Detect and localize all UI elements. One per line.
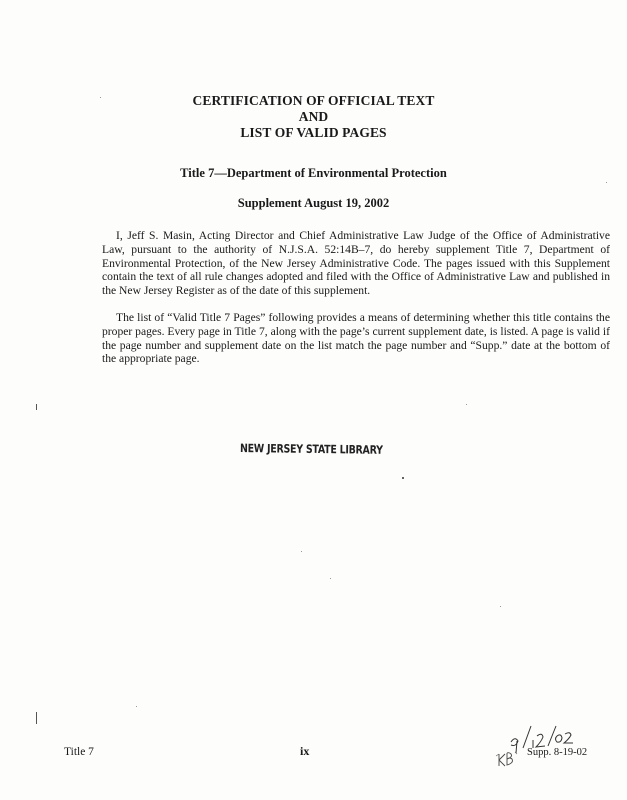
heading-line-1: CERTIFICATION OF OFFICIAL TEXT — [192, 93, 435, 108]
scan-speck — [606, 182, 607, 183]
supplement-date-heading: Supplement August 19, 2002 — [237, 196, 390, 210]
scan-speck — [100, 97, 101, 98]
certification-heading — [0, 93, 627, 141]
handwritten-date-initials — [493, 712, 583, 768]
footer-page-number: ix — [300, 744, 310, 758]
heading-line-2: AND — [298, 109, 329, 124]
scan-speck — [330, 578, 331, 579]
scan-speck — [136, 706, 137, 707]
title-heading: Title 7—Department of Environmental Protection — [180, 166, 447, 180]
scan-speck — [500, 606, 501, 607]
footer-title: Title 7 — [64, 746, 94, 758]
scan-speck — [402, 477, 404, 479]
certification-paragraph: I, Jeff S. Masin, Acting Director and Chief Administrative Law Judge of the Office of Administrative Law, pursuant to the authority of N.J.S.A. 52:14B–7, do hereby supplement Title 7, Department of Environmental Protection, of the New Jersey Administrative Code. The pages issued with this Supplement contain the text of all rule changes adopted and filed with the Office of Administrative Law and published in the New Jersey Register as of the date of this supplement. — [102, 229, 610, 298]
heading-line-3: LIST OF VALID PAGES — [240, 125, 387, 140]
library-stamp: NEW JERSEY STATE LIBRARY — [239, 441, 383, 457]
footer-supplement-date: Supp. 8-19-02 — [527, 747, 588, 758]
valid-pages-paragraph: The list of “Valid Title 7 Pages” following provides a means of determining whether this title contains the proper pages. Every page in Title 7, along with the page’s current supplement date, is listed. A page is valid if the page number and supplement date on the list match the page number and “Supp.” date at the bottom of the appropriate page. — [102, 311, 610, 366]
scan-mark — [36, 404, 37, 410]
scan-mark — [36, 712, 37, 724]
scan-speck — [301, 551, 302, 552]
scan-speck — [466, 404, 467, 405]
